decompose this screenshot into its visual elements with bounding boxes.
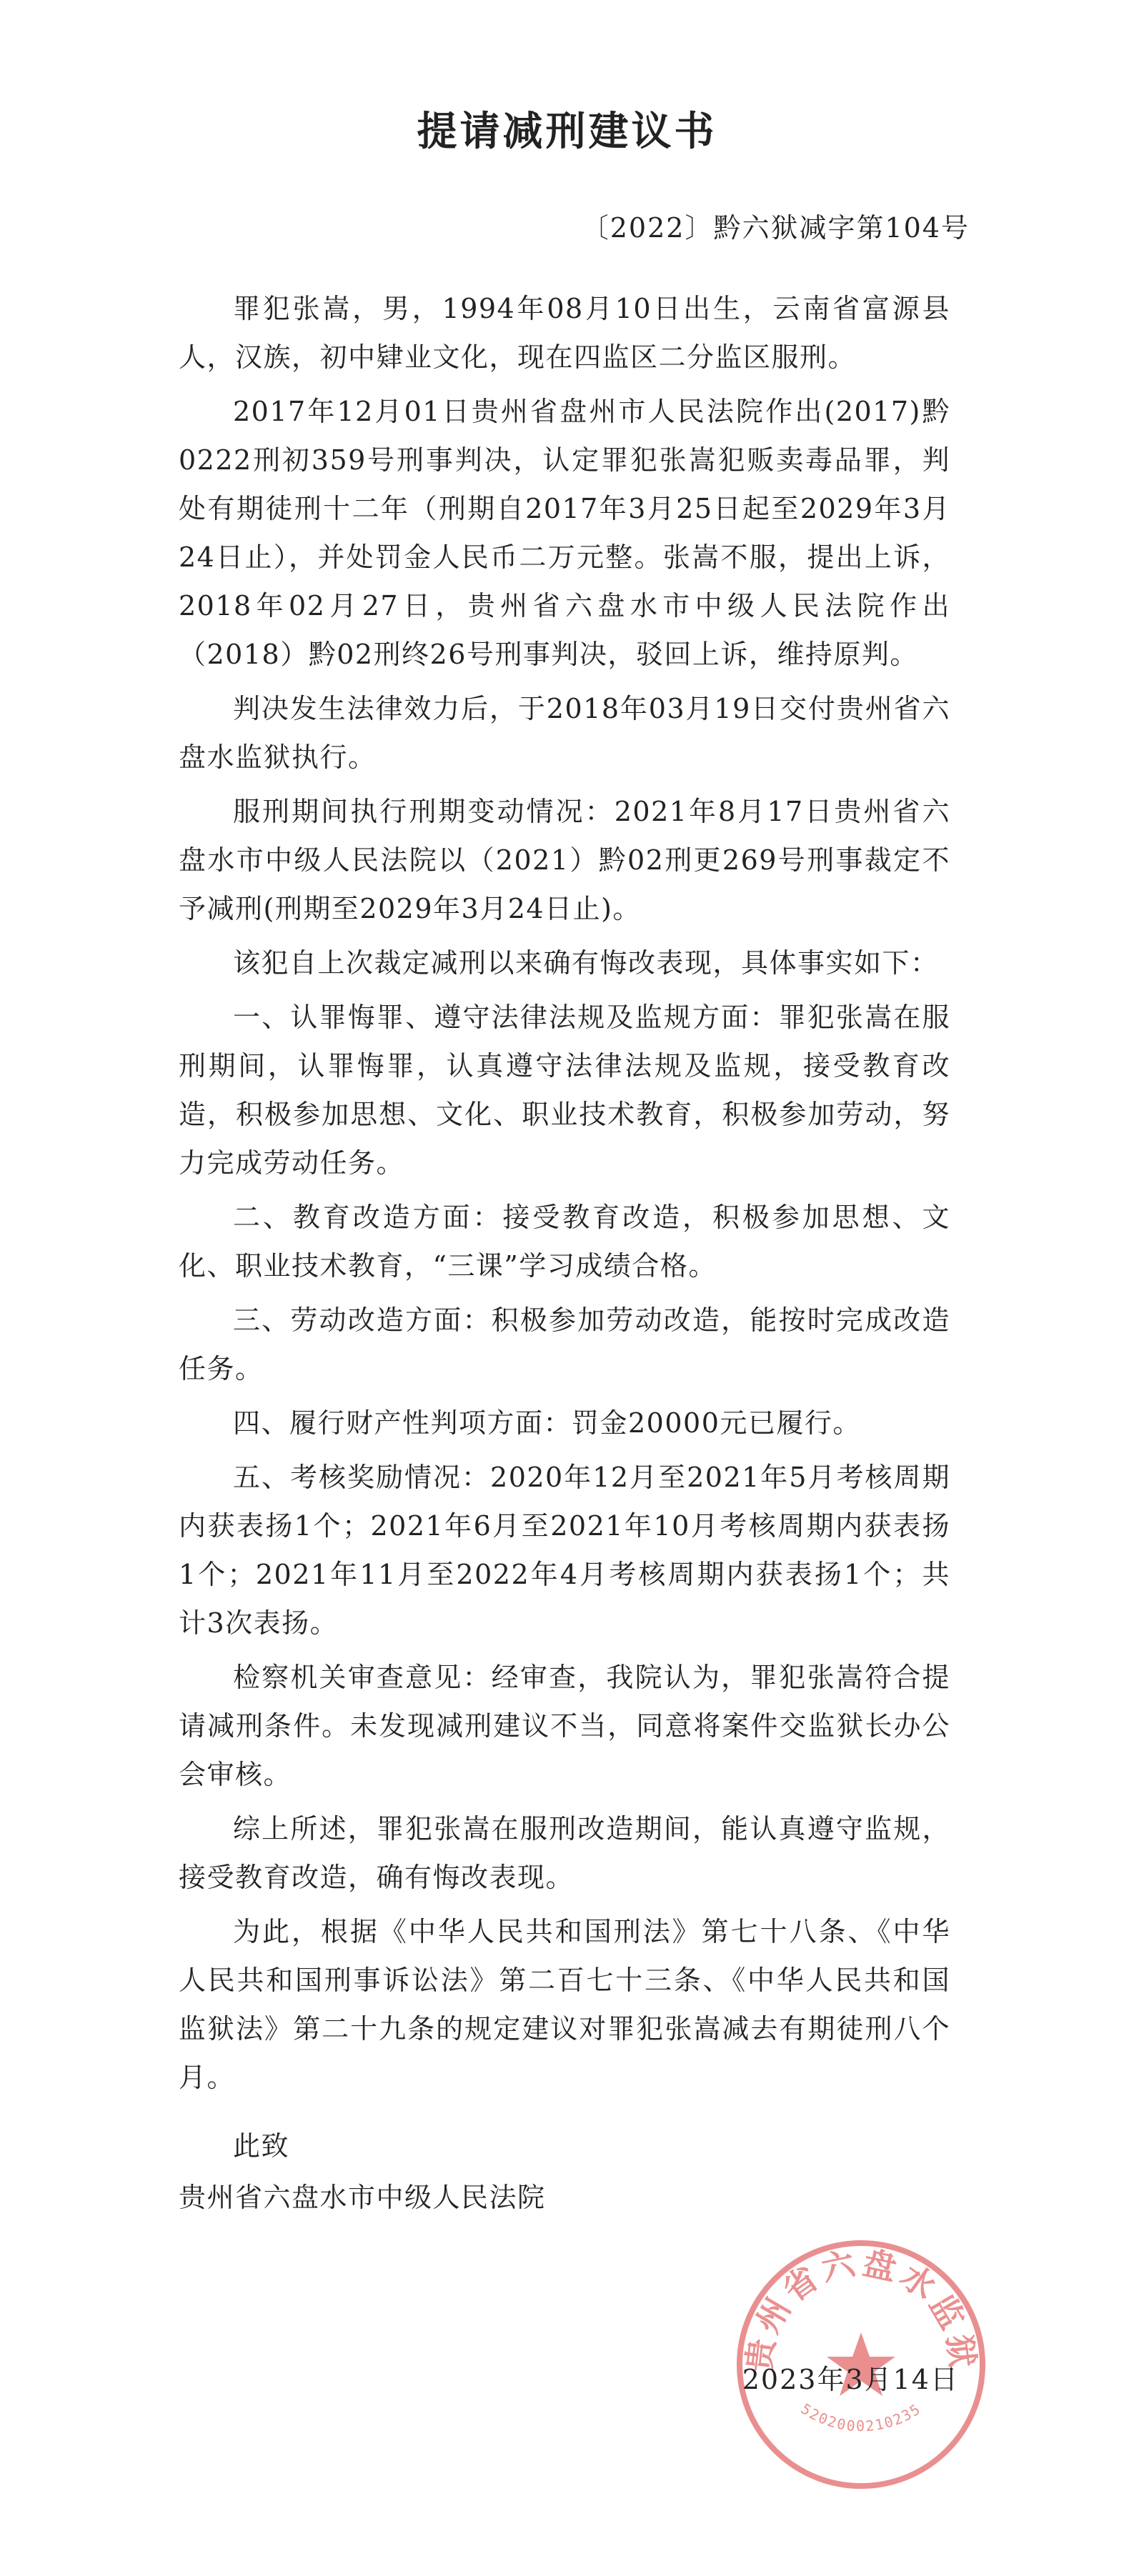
recipient-court: 贵州省六盘水市中级人民法院 [179, 2182, 546, 2213]
seal-name-text: 贵州省六盘水监狱 [740, 2243, 983, 2374]
document-date: 2023年3月14日 [742, 2364, 959, 2395]
document-title: 提请减刑建议书 [417, 109, 717, 155]
paragraph-facts-intro: 该犯自上次裁定减刑以来确有悔改表现，具体事实如下： [233, 947, 939, 979]
salutation: 此致 [233, 2130, 290, 2162]
paragraph-execution: 判决发生法律效力后，于2018年03月19日交付贵州省六盘水监狱执行。 [179, 693, 950, 773]
seal-code-text: 5202000210235 [797, 2400, 925, 2435]
paragraph-sentence-change: 服刑期间执行刑期变动情况：2021年8月17日贵州省六盘水市中级人民法院以（2021）黔02刑更269号刑事裁定不予减刑(刑期至2029年3月24日止)。 [179, 796, 950, 924]
paragraph-fact-1: 一、认罪悔罪、遵守法律法规及监规方面：罪犯张嵩在服刑期间，认罪悔罪，认真遵守法律法规及监规，接受教育改造，积极参加思想、文化、职业技术教育，积极参加劳动，努力完成劳动任务。 [179, 1002, 950, 1179]
document-body [179, 284, 950, 2107]
paragraph-fact-5: 五、考核奖励情况：2020年12月至2021年5月考核周期内获表扬1个；2021年6月至2021年10月考核周期内获表扬1个；2021年11月至2022年4月考核周期内获表扬1个；共计3次表扬。 [179, 1462, 950, 1639]
paragraph-procuratorate-opinion: 检察机关审查意见：经审查，我院认为，罪犯张嵩符合提请减刑条件。未发现减刑建议不当，同意将案件交监狱长办公会审核。 [179, 1662, 950, 1790]
paragraph-fact-3: 三、劳动改造方面：积极参加劳动改造，能按时完成改造任务。 [179, 1304, 950, 1384]
paragraph-original-judgment: 2017年12月01日贵州省盘州市人民法院作出(2017)黔0222刑初359号刑事判决，认定罪犯张嵩犯贩卖毒品罪，判处有期徒刑十二年（刑期自2017年3月25日起至2029年3月24日止），并处罚金人民币二万元整。张嵩不服，提出上诉，2018年02月27日，贵州省六盘水市中级人民法院作出（2018）黔02刑终26号刑事判决，驳回上诉，维持原判。 [179, 396, 950, 670]
paragraph-recommendation: 为此，根据《中华人民共和国刑法》第七十八条、《中华人民共和国刑事诉讼法》第二百七十三条、《中华人民共和国监狱法》第二十九条的规定建议对罪犯张嵩减去有期徒刑八个月。 [179, 1916, 950, 2093]
paragraph-fact-4: 四、履行财产性判项方面：罚金20000元已履行。 [233, 1407, 861, 1439]
document-closing [179, 2120, 950, 2223]
document-number: 〔2022〕黔六狱减字第104号 [581, 212, 970, 244]
paragraph-fact-2: 二、教育改造方面：接受教育改造，积极参加思想、文化、职业技术教育，“三课”学习成绩合格。 [179, 1202, 950, 1282]
paragraph-summary: 综上所述，罪犯张嵩在服刑改造期间，能认真遵守监规，接受教育改造，确有悔改表现。 [179, 1813, 950, 1893]
paragraph-criminal-info: 罪犯张嵩，男，1994年08月10日出生，云南省富源县人，汉族，初中肄业文化，现在四监区二分监区服刑。 [179, 293, 950, 373]
